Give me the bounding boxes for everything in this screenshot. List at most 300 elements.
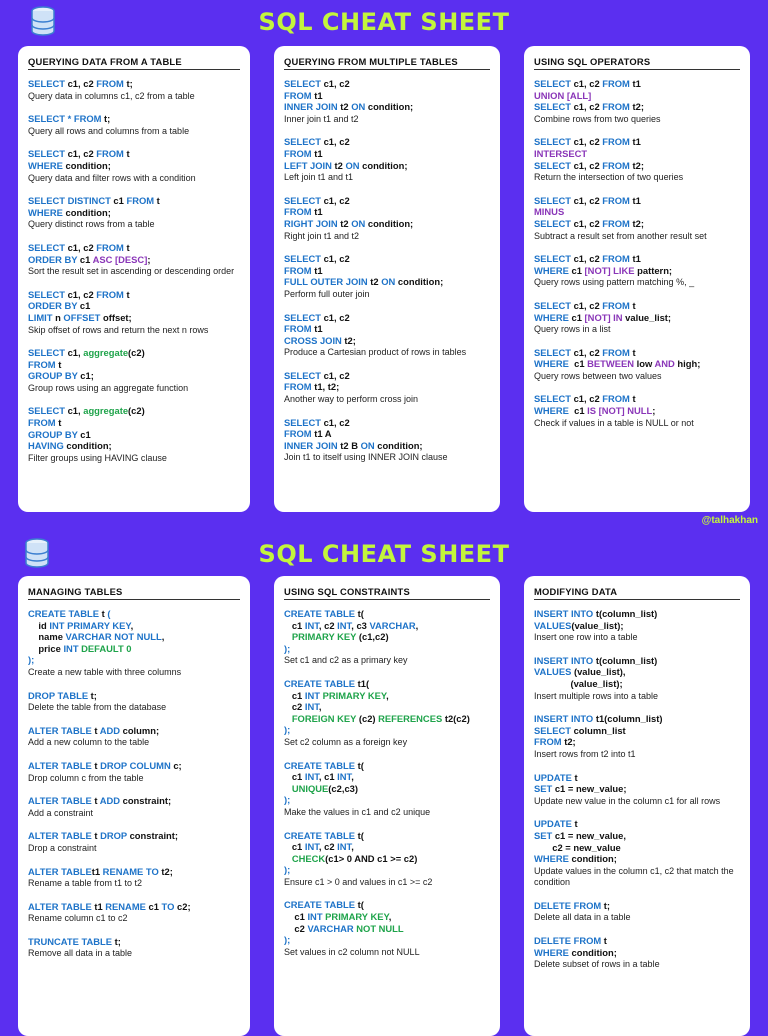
cheat-entry [284, 899, 490, 958]
code-line [284, 160, 490, 172]
sql-text: t [571, 818, 578, 830]
entry-description: Check if values in a table is NULL or not [534, 417, 694, 428]
sql-keyword: SELECT [534, 393, 571, 405]
sql-keyword: WHERE [534, 853, 569, 865]
sql-operator: IS [NOT] NULL [587, 405, 653, 417]
code-line [534, 853, 740, 865]
cheat-entry [28, 148, 240, 184]
sql-keyword: SELECT [28, 405, 65, 417]
sql-text: t1 [91, 865, 103, 877]
sql-keyword: SELECT [534, 78, 571, 89]
code-line [534, 608, 740, 620]
code-line [284, 417, 490, 429]
cheat-entry [534, 935, 740, 971]
sql-keyword: FROM [534, 736, 562, 748]
sql-text: t2 B [337, 439, 361, 451]
entry-description: Delete the table from the database [28, 702, 167, 713]
section-querying-data [18, 46, 250, 512]
code-line [284, 923, 490, 935]
sql-text: , [318, 701, 322, 713]
sql-text: c1, c2 [320, 253, 350, 265]
sql-operator: [NOT] IN [584, 311, 623, 323]
sql-text: c1, c2 [570, 299, 603, 311]
entry-description: Update new value in the column c1 for all rows [534, 795, 721, 806]
sql-text: c2 = new_value [534, 841, 621, 853]
code-line [28, 312, 240, 324]
sql-text [284, 783, 292, 794]
code-line [284, 206, 490, 218]
cheat-entry [534, 818, 740, 889]
sql-operator: AND [654, 358, 675, 370]
sql-text: c1, c2 [570, 78, 603, 89]
sql-operator: UNION [ALL] [534, 89, 592, 101]
sql-text: t1 [311, 323, 323, 335]
sql-keyword: DROP [100, 830, 127, 842]
code-line [28, 608, 240, 620]
code-line [28, 901, 240, 913]
sql-text: , c3 [351, 619, 370, 631]
sql-keyword: SELECT [284, 194, 321, 206]
code-line [534, 678, 740, 690]
sql-keyword: CREATE TABLE [284, 608, 356, 619]
sql-text: column_list [570, 724, 626, 736]
sql-text: t [91, 759, 101, 771]
code-line [28, 300, 240, 312]
section-heading: MANAGING TABLES [28, 586, 240, 600]
cheat-entry [534, 900, 740, 924]
sql-function: REFERENCES [378, 712, 443, 724]
sql-keyword: ALTER TABLE [28, 900, 92, 912]
sql-text: t2(c2) [442, 712, 470, 724]
sql-keyword: VALUES [534, 666, 572, 678]
cheat-entry [534, 393, 740, 429]
sql-keyword: ON [381, 276, 396, 288]
code-line [284, 148, 490, 160]
sql-keyword: ON [360, 439, 375, 451]
sql-keyword: FROM [284, 323, 312, 335]
entry-description: Query rows between two values [534, 370, 662, 381]
sql-text: c1 [568, 311, 585, 323]
sql-keyword: SELECT DISTINCT [28, 195, 111, 207]
cheat-entry [28, 347, 240, 394]
cheat-entry [28, 795, 240, 819]
sql-operator: MINUS [534, 206, 565, 218]
sql-text: , [130, 619, 134, 631]
sql-keyword: INT [304, 619, 319, 631]
sql-keyword: CREATE TABLE [284, 677, 356, 689]
cheat-entry [284, 830, 490, 889]
entry-description: Query rows in a list [534, 324, 611, 335]
sql-keyword: ORDER BY [28, 253, 78, 265]
sql-text: c1, c2 [320, 369, 350, 381]
sql-text: t1 [629, 78, 641, 89]
entry-description: Group rows using an aggregate function [28, 382, 189, 393]
sql-text: condition; [374, 439, 423, 451]
section-sql-constraints [274, 576, 500, 1036]
sql-text: condition; [395, 276, 444, 288]
sql-keyword: GROUP BY [28, 370, 78, 382]
code-line [28, 620, 240, 632]
code-line [284, 381, 490, 393]
cheat-entry [28, 78, 240, 102]
entry-description: Perform full outer join [284, 288, 370, 299]
sql-keyword: OFFSET [63, 311, 101, 323]
sql-keyword: DROP COLUMN [100, 759, 171, 771]
sql-keyword: RENAME [105, 900, 146, 912]
code-line [284, 195, 490, 207]
sql-keyword: RIGHT JOIN [284, 217, 338, 229]
code-line [284, 899, 490, 911]
sql-text: c1, c2 [320, 78, 350, 89]
code-line [284, 78, 490, 90]
entry-description: Drop column c from the table [28, 772, 144, 783]
sql-text: (value_list); [534, 677, 623, 689]
code-line [284, 841, 490, 853]
sql-keyword: ); [284, 794, 291, 806]
sql-text: t [123, 148, 130, 160]
code-line [284, 701, 490, 713]
sql-keyword: ADD [99, 795, 121, 807]
section-heading: USING SQL CONSTRAINTS [284, 586, 490, 600]
sql-text: offset; [100, 311, 132, 323]
entry-description: Another way to perform cross join [284, 394, 419, 405]
sql-keyword: ALTER TABLE [28, 795, 92, 807]
cheat-entry [28, 901, 240, 925]
sql-keyword: SELECT [284, 311, 321, 323]
cheat-entry [534, 713, 740, 760]
code-line [284, 136, 490, 148]
sql-text: , [351, 841, 354, 853]
sql-keyword: ORDER BY [28, 300, 78, 312]
code-line [28, 643, 240, 655]
sql-function: PRIMARY KEY [291, 631, 357, 643]
sql-text: c1, c2 [64, 288, 97, 300]
sql-function: FOREIGN KEY [291, 712, 357, 724]
sql-text: c1, c2 [570, 194, 603, 206]
code-line [284, 265, 490, 277]
sql-keyword: UPDATE [534, 771, 572, 783]
sql-text: t2; [629, 159, 644, 171]
cheat-entry [534, 78, 740, 125]
sql-keyword: SELECT [534, 101, 571, 113]
code-line [534, 312, 740, 324]
code-line [28, 725, 240, 737]
cheat-entry [28, 242, 240, 278]
code-line [284, 934, 490, 946]
entry-description: Set values in c2 column not NULL [284, 946, 420, 957]
sql-text: t1(column_list) [593, 713, 663, 725]
code-line [534, 725, 740, 737]
code-line [28, 405, 240, 417]
sql-keyword: SELECT [28, 78, 65, 89]
code-line [534, 300, 740, 312]
sql-operator: BETWEEN [587, 358, 635, 370]
section-managing-tables [18, 576, 250, 1036]
code-line [284, 690, 490, 702]
sql-text: c1, c2 [64, 148, 97, 160]
sql-text: t1, t2; [311, 381, 340, 393]
sql-text: t2; [341, 334, 356, 346]
cheat-entry [534, 253, 740, 289]
sql-keyword: INT [337, 771, 352, 783]
cheat-entry [534, 772, 740, 808]
code-line [284, 643, 490, 655]
sql-text: t [123, 241, 130, 253]
sql-text: c1, c2 [570, 253, 603, 265]
sql-function: CHECK [291, 852, 326, 864]
sql-keyword: TRUNCATE TABLE [28, 935, 113, 947]
sql-text: t [91, 724, 100, 736]
sql-text: c1 [568, 405, 588, 417]
code-line [534, 405, 740, 417]
sql-text: t2; [561, 736, 576, 748]
entry-description: Add a constraint [28, 807, 94, 818]
code-line [28, 207, 240, 219]
cheat-entry [28, 866, 240, 890]
code-line [28, 760, 240, 772]
code-line [28, 254, 240, 266]
sql-keyword: ( [107, 608, 111, 619]
cheat-entry [28, 725, 240, 749]
entry-description: Combine rows from two queries [534, 113, 661, 124]
sql-keyword: WHERE [28, 159, 63, 171]
cheat-entry [284, 417, 490, 464]
code-line [534, 265, 740, 277]
code-line [534, 772, 740, 784]
sql-text: (value_list); [571, 619, 624, 631]
code-line [534, 666, 740, 678]
sql-keyword: ); [28, 654, 35, 666]
code-line [284, 713, 490, 725]
sql-keyword: ON [351, 101, 366, 113]
sql-text: t; [101, 113, 111, 125]
code-line [284, 864, 490, 876]
sql-text: c1, [64, 347, 84, 359]
sql-keyword: INSERT INTO [534, 608, 594, 619]
sql-keyword: FROM [284, 264, 312, 276]
sql-keyword: WHERE [534, 264, 569, 276]
code-line [284, 440, 490, 452]
sql-keyword: LIMIT [28, 311, 53, 323]
sql-text [284, 631, 292, 642]
sql-text: c1, c2 [570, 346, 603, 358]
sql-keyword: UPDATE [534, 818, 572, 830]
code-line [28, 78, 240, 90]
code-line [28, 654, 240, 666]
code-line [28, 631, 240, 643]
sql-text: c1 [284, 619, 305, 631]
sql-keyword: FROM [284, 89, 312, 101]
cheat-entry [284, 370, 490, 406]
sql-text: condition; [568, 853, 617, 865]
sql-keyword: INT [337, 619, 352, 631]
sql-text: condition; [365, 217, 414, 229]
entry-description: Inner join t1 and t2 [284, 113, 359, 124]
sql-function: DEFAULT 0 [81, 642, 132, 654]
sql-keyword: LEFT JOIN [284, 159, 332, 171]
sql-keyword: INT [304, 841, 319, 853]
sql-text: t [154, 195, 160, 207]
sql-keyword: INT [304, 701, 319, 713]
sql-function: PRIMARY KEY [325, 911, 389, 923]
sql-text: c1 [145, 900, 162, 912]
code-line [284, 631, 490, 643]
sql-text: t [99, 608, 108, 619]
sql-keyword: SELECT [28, 288, 65, 300]
sql-text: , c2 [318, 841, 338, 853]
sql-function: PRIMARY KEY [322, 689, 387, 701]
cheat-entry [28, 936, 240, 960]
sql-function: aggregate [83, 347, 129, 359]
code-line [284, 678, 490, 690]
code-line [284, 428, 490, 440]
sql-text: t( [355, 829, 364, 841]
code-line [284, 760, 490, 772]
section-multiple-tables [274, 46, 500, 512]
sql-keyword: ); [284, 724, 291, 736]
sql-keyword: INT PRIMARY KEY [49, 619, 131, 631]
sql-keyword: FROM [284, 147, 312, 159]
sql-function: aggregate [83, 405, 129, 417]
entry-description: Remove all data in a table [28, 948, 133, 959]
sql-text: t1 [311, 147, 323, 159]
code-line [284, 218, 490, 230]
sql-text: c1, c2 [320, 136, 350, 148]
sql-text: t2 [367, 276, 382, 288]
sql-text: t(column_list) [593, 608, 658, 619]
sql-operator: ASC [DESC] [92, 253, 148, 265]
cheat-entry [534, 136, 740, 183]
entry-description: Delete all data in a table [534, 912, 631, 923]
sql-text: condition; [568, 946, 617, 958]
sql-keyword: SELECT [534, 299, 571, 311]
sql-keyword: DELETE FROM [534, 935, 602, 947]
sql-keyword: SELECT [534, 346, 571, 358]
code-line [28, 195, 240, 207]
code-line [534, 136, 740, 148]
sql-text: c1, c2 [320, 311, 350, 323]
sql-text [284, 853, 292, 864]
sql-function: UNIQUE [291, 782, 329, 794]
sql-text: constraint; [120, 795, 172, 807]
sql-text: c1 [568, 358, 588, 370]
code-line [28, 242, 240, 254]
sql-text: c1, c2 [570, 101, 603, 113]
entry-description: Rename a table from t1 to t2 [28, 878, 143, 889]
entry-description: Add a new column to the table [28, 737, 150, 748]
sql-text: condition; [359, 159, 408, 171]
sql-text: t [571, 771, 578, 783]
sql-keyword: DROP TABLE [28, 689, 89, 701]
sql-text: c; [170, 759, 182, 771]
sql-text: name [28, 631, 66, 643]
sql-text: t2; [629, 101, 644, 113]
sql-text: c1 = new_value, [552, 829, 626, 841]
cheat-entry [284, 136, 490, 183]
sql-text: condition; [365, 101, 414, 113]
cheat-entry [534, 300, 740, 336]
entry-description: Query all rows and columns from a table [28, 125, 190, 136]
sql-operator: INTERSECT [534, 147, 588, 159]
entry-description: Insert rows from t2 into t1 [534, 748, 636, 759]
sql-text: t [629, 299, 636, 311]
sql-keyword: INNER JOIN [284, 101, 338, 113]
sql-keyword: FROM [284, 428, 312, 440]
sql-text: c2 [284, 701, 305, 713]
sql-text: c1, c2 [570, 159, 603, 171]
sql-text: , c2 [318, 619, 338, 631]
sql-keyword: SELECT [28, 148, 65, 160]
entry-description: Filter groups using HAVING clause [28, 452, 167, 463]
sql-text: condition; [62, 206, 111, 218]
sql-keyword: VALUES [534, 619, 572, 631]
code-line [284, 312, 490, 324]
entry-description: Make the values in c1 and c2 unique [284, 806, 431, 817]
code-line [28, 690, 240, 702]
sql-keyword: FROM [602, 159, 630, 171]
sql-keyword: INT [63, 642, 79, 654]
entry-description: Join t1 to itself using INNER JOIN clause [284, 452, 448, 463]
sql-text: value_list; [622, 311, 672, 323]
sql-text: (value_list), [571, 666, 626, 678]
code-line [284, 794, 490, 806]
sql-text: t [91, 795, 100, 807]
sql-text: , [386, 689, 389, 701]
sql-text: low [634, 358, 655, 370]
code-line [28, 359, 240, 371]
sql-text: c2; [174, 900, 191, 912]
sql-keyword: INT [304, 771, 319, 783]
code-line [534, 195, 740, 207]
sql-text: t2; [629, 217, 644, 229]
sql-keyword: WHERE [534, 946, 569, 958]
code-line [534, 90, 740, 102]
sql-text: t [629, 346, 636, 358]
sql-text: (c2) [356, 712, 379, 724]
sql-keyword: FROM [602, 393, 630, 405]
sql-keyword: ALTER TABLE [28, 830, 92, 842]
sql-text: c1, c2 [570, 393, 603, 405]
entry-description: Left join t1 and t1 [284, 172, 354, 183]
code-line [284, 853, 490, 865]
sql-text: pattern; [634, 264, 673, 276]
code-line [28, 417, 240, 429]
sql-text: c1 [284, 841, 305, 853]
sql-text: t [629, 393, 636, 405]
sql-keyword: FROM [28, 358, 56, 370]
code-line [284, 911, 490, 923]
entry-description: Insert one row into a table [534, 632, 638, 643]
sql-keyword: INSERT INTO [534, 713, 594, 725]
sql-text: id [28, 619, 50, 631]
sql-text: t1 [91, 900, 106, 912]
sql-keyword: SET [534, 783, 553, 795]
sql-text: c1; [77, 370, 94, 382]
section-sql-operators [524, 46, 750, 512]
sql-text: c1, c2 [320, 416, 350, 428]
sql-keyword: ADD [99, 724, 121, 736]
sql-text: (c1,c2) [356, 631, 389, 643]
sql-text: t; [88, 689, 97, 701]
code-line [28, 113, 240, 125]
code-line [28, 347, 240, 359]
sql-text: t( [355, 759, 364, 771]
code-line [284, 771, 490, 783]
sql-keyword: FROM [96, 78, 124, 89]
sql-keyword: ON [345, 159, 360, 171]
sql-keyword: SELECT [534, 217, 571, 229]
sql-text: t1 [629, 253, 641, 265]
